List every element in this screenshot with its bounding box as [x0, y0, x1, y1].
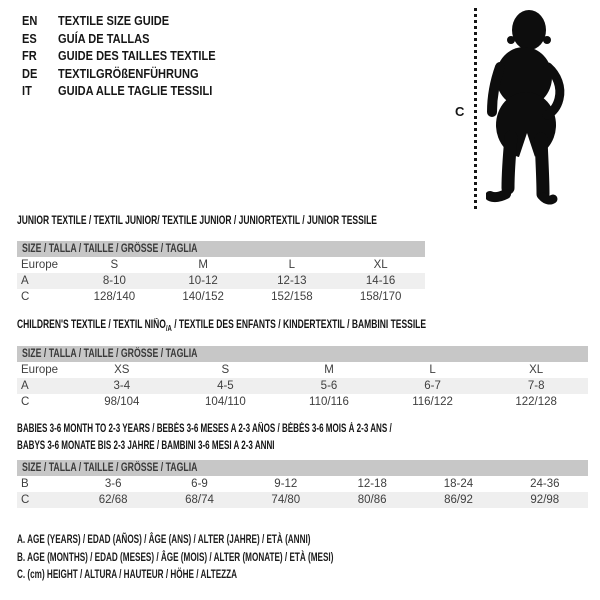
table-cell: 6-9 [191, 478, 208, 490]
row-label: Europe [21, 364, 59, 376]
babies-section-title: BABIES 3-6 MONTH TO 2-3 YEARS / BEBÉS 3-6 MESES A 2-3 AÑOS / BÉBÉS 3-6 MOIS À 2-3 ANS / BABYS 3-6 MONATE BIS 2-3 JAHRE / BAMBINI 3-6 MESI A 2-3 ANNI [17, 423, 392, 452]
baby-silhouette-image [486, 7, 568, 209]
junior-section-title: JUNIOR TEXTILE / TEXTIL JUNIOR/ TEXTILE JUNIOR / JUNIORTEXTIL / JUNIOR TESSILE [17, 215, 377, 227]
table-cell: S [221, 364, 230, 376]
language-title: GUIDE DES TAILLES TEXTILE [58, 48, 216, 63]
size-header-bar: SIZE / TALLA / TAILLE / GRÖSSE / TAGLIA [17, 346, 588, 362]
language-title: TEXTILE SIZE GUIDE [58, 13, 170, 28]
table-cell: 110/116 [309, 396, 349, 408]
table-cell: 7-8 [527, 380, 545, 392]
legend-line [17, 531, 482, 549]
table-cell: 3-4 [113, 380, 131, 392]
table-cell: 116/122 [412, 396, 453, 408]
language-code: ES [22, 30, 37, 46]
table-row [17, 476, 588, 492]
children-size-table [17, 346, 588, 410]
table-cell: M [198, 259, 208, 271]
table-row [17, 273, 425, 289]
language-row [22, 65, 243, 83]
table-row [17, 362, 588, 378]
table-cell: 128/140 [93, 291, 136, 303]
table-cell: 68/74 [185, 494, 214, 506]
language-list [22, 12, 243, 100]
language-row [22, 82, 243, 100]
table-cell: 86/92 [444, 494, 473, 506]
size-header-bar: SIZE / TALLA / TAILLE / GRÖSSE / TAGLIA [17, 241, 425, 257]
table-cell: 158/170 [359, 291, 402, 303]
subscript-text: /A [165, 324, 172, 333]
row-label: C [21, 396, 30, 408]
language-title: GUÍA DE TALLAS [58, 30, 150, 46]
legend-text: A. AGE (YEARS) / EDAD (AÑOS) / ÂGE (ANS) / ALTER (JAHRE) / ETÀ (ANNI) [17, 532, 311, 546]
table-cell: 92/98 [530, 494, 560, 506]
children-section-title: CHILDREN'S TEXTILE / TEXTIL $NIÑO_{/A}$ / TEXTILE DES ENFANTS / KINDERTEXTIL / BAMBINI TESSILE [17, 319, 427, 333]
language-row [22, 47, 243, 65]
table-cell: 80/86 [357, 494, 387, 506]
table-cell: 104/110 [205, 396, 246, 408]
table-cell: 3-6 [104, 478, 122, 490]
table-cell: 140/152 [182, 291, 224, 303]
table-row [17, 394, 588, 410]
language-row [22, 12, 243, 30]
table-cell: 74/80 [271, 494, 301, 506]
row-label: A [21, 275, 29, 287]
size-header-bar: SIZE / TALLA / TAILLE / GRÖSSE / TAGLIA [17, 460, 588, 476]
language-code: DE [22, 65, 38, 81]
table-cell: 14-16 [365, 275, 396, 287]
babies-size-table [17, 460, 588, 508]
language-code: EN [22, 13, 38, 28]
table-cell: 24-36 [530, 478, 560, 490]
language-row [22, 30, 243, 48]
language-title: GUIDA ALLE TAGLIE TESSILI [58, 83, 213, 98]
table-cell: 152/158 [271, 291, 313, 303]
table-row [17, 378, 588, 394]
row-label: C [21, 291, 30, 303]
legend-text: C. (cm) HEIGHT / ALTURA / HAUTEUR / HÖHE / ALTEZZA [17, 567, 238, 581]
language-title: TEXTILGRÖßENFÜHRUNG [58, 65, 199, 81]
table-cell: XL [529, 364, 544, 376]
table-cell: XL [373, 259, 388, 271]
table-cell: 122/128 [515, 396, 557, 408]
row-label: B [21, 478, 29, 490]
table-cell: 4-5 [217, 380, 234, 392]
table-cell: M [324, 364, 334, 376]
height-label: C [455, 104, 465, 119]
table-row [17, 257, 425, 273]
legend [17, 531, 482, 584]
table-cell: 8-10 [102, 275, 126, 287]
table-cell: S [110, 259, 119, 271]
table-cell: 9-12 [274, 478, 298, 490]
height-dotted-line [474, 8, 477, 211]
table-cell: 5-6 [320, 380, 338, 392]
table-cell: L [429, 364, 436, 376]
row-label: Europe [21, 259, 59, 271]
junior-size-table [17, 241, 425, 305]
legend-line [17, 566, 482, 584]
legend-line [17, 549, 482, 567]
table-cell: 18-24 [443, 478, 474, 490]
table-cell: L [288, 259, 296, 271]
language-code: IT [22, 83, 32, 98]
table-cell: 12-18 [357, 478, 387, 490]
language-code: FR [22, 48, 37, 63]
table-cell: 62/68 [98, 494, 128, 506]
legend-text: B. AGE (MONTHS) / EDAD (MESES) / ÂGE (MOIS) / ALTER (MONATE) / ETÀ (MESI) [17, 549, 334, 564]
table-cell: 98/104 [104, 396, 140, 408]
table-cell: 6-7 [424, 380, 441, 392]
table-cell: 12-13 [277, 275, 307, 287]
table-cell: 10-12 [188, 275, 218, 287]
row-label: A [21, 380, 29, 392]
table-row [17, 289, 425, 305]
table-cell: XS [114, 364, 130, 376]
row-label: C [21, 494, 30, 506]
table-row [17, 492, 588, 508]
